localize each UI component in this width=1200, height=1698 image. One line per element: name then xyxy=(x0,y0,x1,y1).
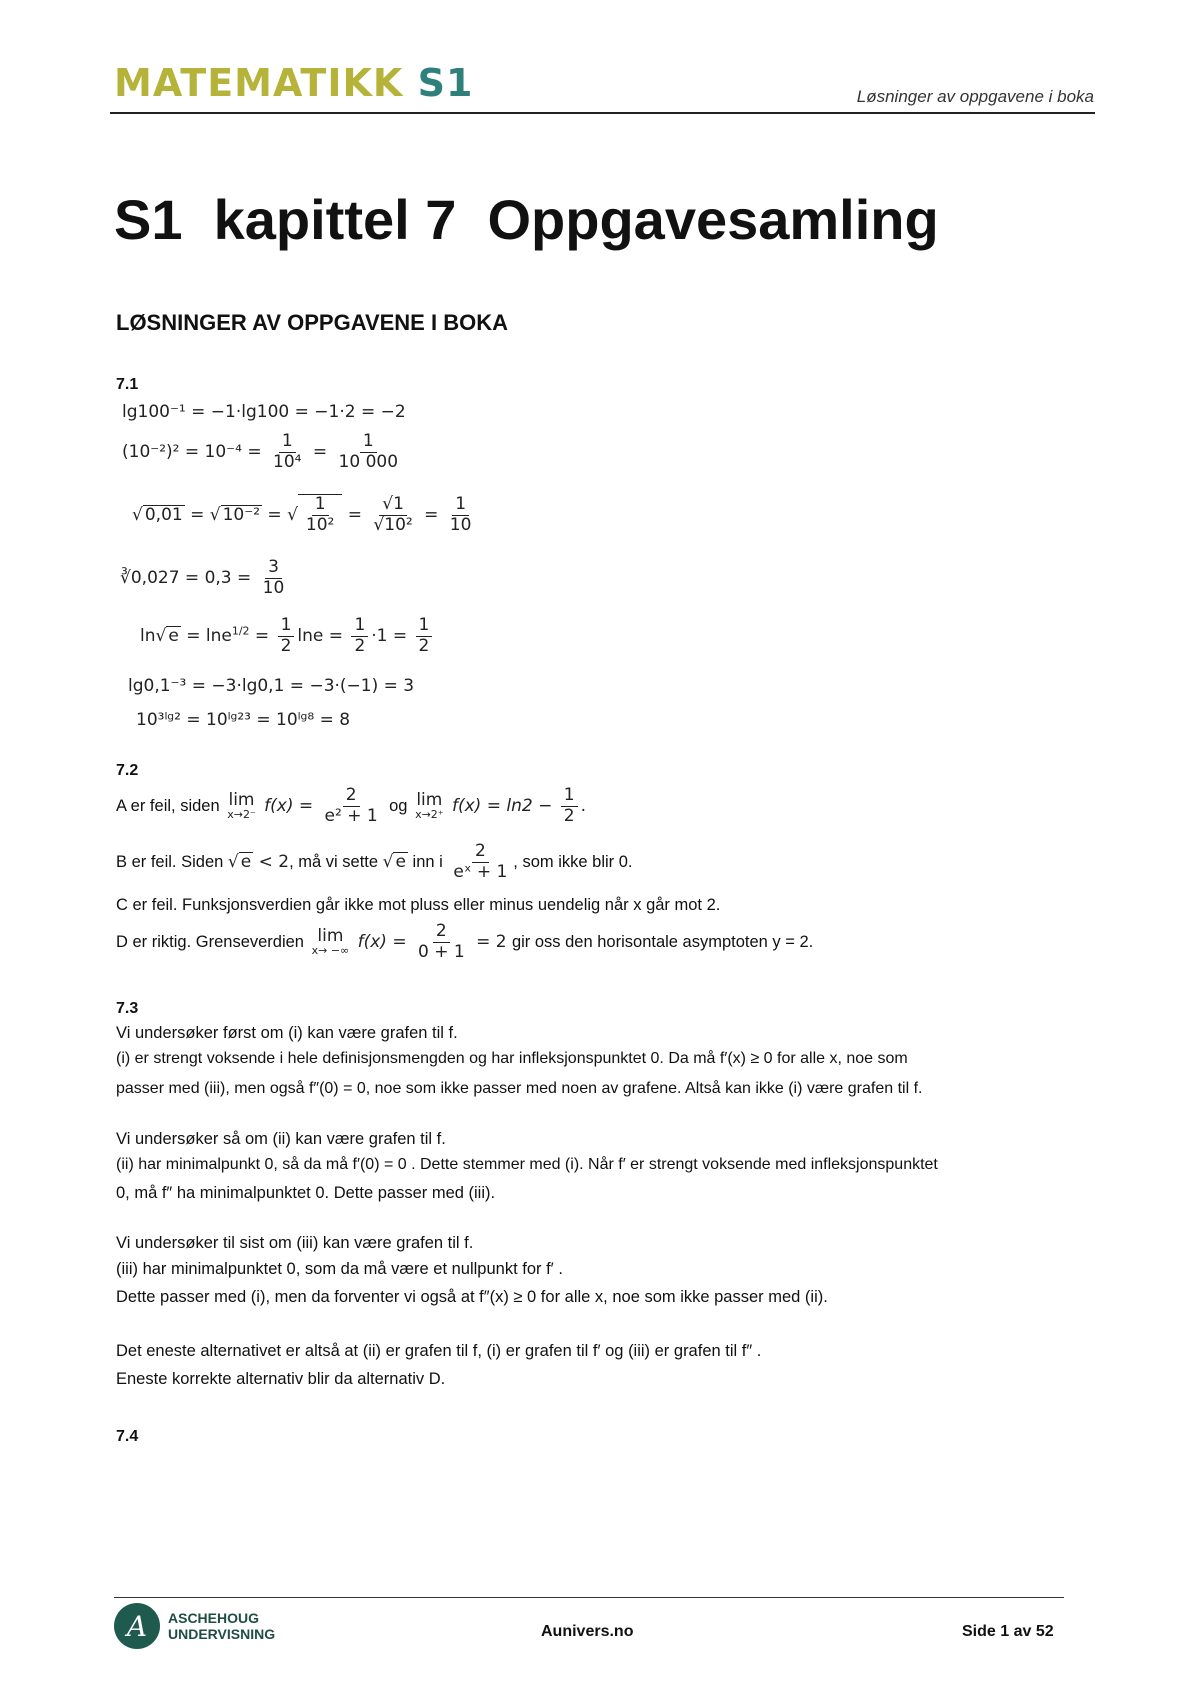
equation-7-1-4: ∛0,027 = 0,3 = $\frac{3}{10}$ xyxy=(120,557,285,598)
answer-7-2-b: B er feil. Siden √ e < 2, må vi sette √ e inn i $\frac{2}{\text{eˣ + 1}}$ , som ikke blir 0. xyxy=(116,841,633,882)
aschehoug-logo-icon: A xyxy=(114,1603,160,1649)
answer-7-3-p4-line1: Det eneste alternativet er altså at (ii) er grafen til f, (i) er grafen til f′ og (iii) er grafen til f″ . xyxy=(116,1342,762,1360)
answer-7-2-d: D er riktig. Grenseverdien lim x→ −∞ f(x) = $\frac{2}{0 + 1}$ = 2 gir oss den horisontale asymptoten y = 2. xyxy=(116,921,814,962)
answer-7-3-p2-line1: Vi undersøker så om (ii) kan være grafen til f. xyxy=(116,1130,446,1148)
logo-word-matematikk: MATEMATIKK xyxy=(114,61,404,105)
answer-7-2-c: C er feil. Funksjonsverdien går ikke mot pluss eller minus uendelig når x går mot 2. xyxy=(116,896,721,914)
exercise-label-7-1: 7.1 xyxy=(116,376,139,393)
header-logo xyxy=(114,61,474,105)
page-title: S1 kapittel 7 Oppgavesamling xyxy=(114,188,939,251)
equation-7-1-5: ln√ e = lne$^{1/2}$ = $\frac{1}{2}$ lne = $\frac{1}{2}$ ·1 = $\frac{1}{2}$ xyxy=(140,616,435,656)
answer-7-2-a: A er feil, siden lim x→2⁻ f(x) = $\frac{2}{\text{e² + 1}}$ og lim x→2⁺ f(x) = ln2 − $\frac{1}{2}$ . xyxy=(116,785,586,826)
answer-7-3-p3-line2: (iii) har minimalpunktet 0, som da må være et nullpunkt for f′ . xyxy=(116,1260,563,1278)
answer-7-3-p1-line1: Vi undersøker først om (i) kan være grafen til f. xyxy=(116,1024,458,1042)
exercise-label-7-2: 7.2 xyxy=(116,762,139,779)
footer-site-link[interactable]: Aunivers.no xyxy=(541,1623,634,1640)
footer-brand: ASCHEHOUG UNDERVISNING xyxy=(168,1610,276,1643)
answer-7-3-p3-line1: Vi undersøker til sist om (iii) kan være grafen til f. xyxy=(116,1234,474,1252)
footer-divider xyxy=(114,1597,1064,1598)
equation-7-1-6: lg0,1⁻³ = −3·lg0,1 = −3·(−1) = 3 xyxy=(128,676,415,696)
answer-7-3-p4-line2: Eneste korrekte alternativ blir da alternativ D. xyxy=(116,1370,446,1388)
answer-7-3-p2-line2: (ii) har minimalpunkt 0, så da må f′(0) = 0 . Dette stemmer med (i). Når f′ er strengt voksende med infleksjonspunktet xyxy=(116,1156,938,1173)
exercise-label-7-3: 7.3 xyxy=(116,1000,139,1017)
header-tagline: Løsninger av oppgavene i boka xyxy=(856,87,1094,106)
logo-word-s1: S1 xyxy=(417,61,474,105)
equation-7-1-3: √ 0,01 = √ 10⁻² = √ $\frac{1}{\text{10²}}$ = $\frac{√1}{\text{√10²}}$ = $\frac{1}{10}$ xyxy=(132,494,472,535)
equation-7-1-1: lg100⁻¹ = −1·lg100 = −1·2 = −2 xyxy=(122,402,406,422)
equation-7-1-2: (10⁻²)² = 10⁻⁴ = $\frac{1}{\text{10⁴}}$ = $\frac{1}{10 000}$ xyxy=(122,431,399,472)
answer-7-3-p1-line3: passer med (iii), men også f″(0) = 0, noe som ikke passer med noen av grafene. Altså kan ikke (i) være grafen til f. xyxy=(116,1080,923,1097)
answer-7-3-p2-line3: 0, må f″ ha minimalpunktet 0. Dette passer med (iii). xyxy=(116,1184,496,1202)
section-subtitle: LØSNINGER AV OPPGAVENE I BOKA xyxy=(116,310,508,335)
exercise-label-7-4: 7.4 xyxy=(116,1428,139,1445)
answer-7-3-p3-line3: Dette passer med (i), men da forventer vi også at f″(x) ≥ 0 for alle x, noe som ikke passer med (ii). xyxy=(116,1288,828,1306)
footer-page-number: Side 1 av 52 xyxy=(962,1623,1054,1640)
answer-7-3-p1-line2: (i) er strengt voksende i hele definisjonsmengden og har infleksjonspunktet 0. Da må f′(x) ≥ 0 for alle x, noe som xyxy=(116,1050,908,1067)
header-divider xyxy=(110,112,1095,114)
equation-7-1-7: 10³ˡᵍ² = 10ˡᵍ²³ = 10ˡᵍ⁸ = 8 xyxy=(136,710,351,730)
